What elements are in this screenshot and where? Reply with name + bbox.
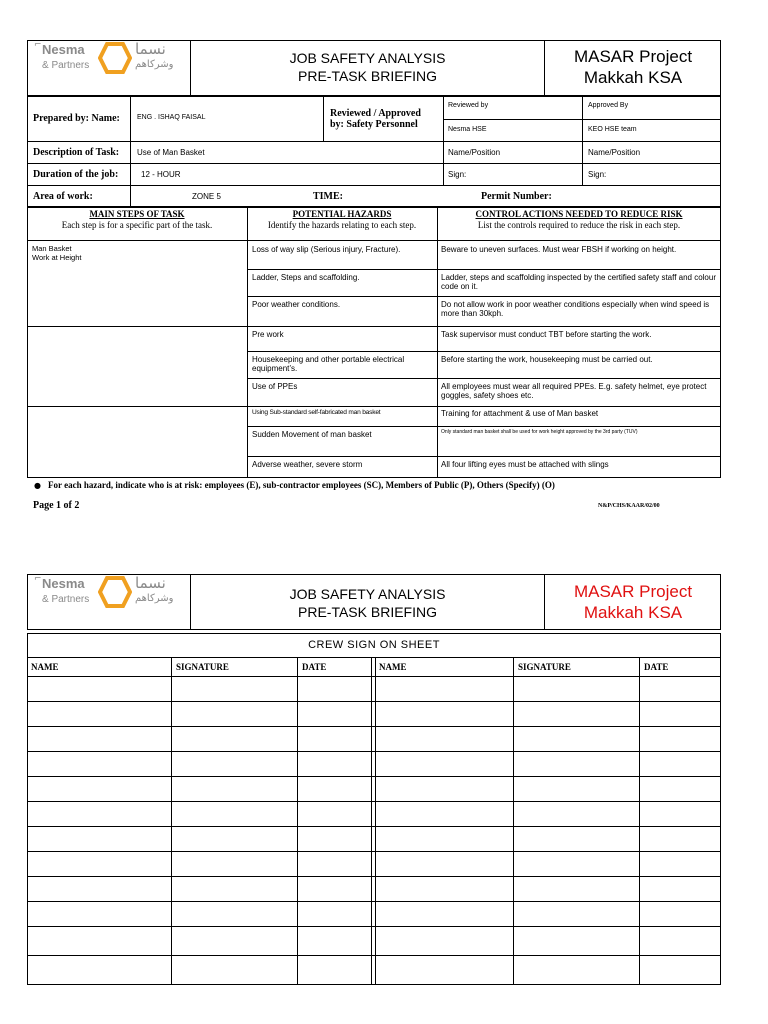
control-1: Beware to uneven surfaces. Must wear FBSH if working on height. [441,245,677,254]
risk-footnote: For each hazard, indicate who is at risk: employees (E), sub-contractor employees (SC), Members of Public (P), Others (Specify) (O) [48,480,555,490]
control-6: All employees must wear all required PPEs. E.g. safety helmet, eye protect goggles, safety shoes etc. [441,382,707,401]
hazards-header: POTENTIAL HAZARDS [292,209,392,219]
step-work-at-height: Work at Height [32,253,82,262]
hazard-8: Sudden Movement of man basket [252,430,372,439]
table-row [27,955,721,956]
hexagon-logo-icon [98,576,132,608]
approved-by-label: Approved By [588,102,629,109]
control-5: Before starting the work, housekeeping must be carried out. [441,355,653,364]
col-header-date-2: DATE [644,662,669,672]
reviewed-label-line2: by: Safety Personnel [330,119,418,130]
logo-partners: & Partners [42,60,90,71]
crew-sign-sheet [27,633,721,985]
hazard-9: Adverse weather, severe storm [252,460,363,469]
form-title-line1: JOB SAFETY ANALYSIS [289,50,446,66]
hazards-subheader: Identify the hazards relating to each step. [267,220,417,230]
controls-header: CONTROL ACTIONS NEEDED TO REDUCE RISK [475,209,683,219]
task-label: Description of Task: [33,147,120,158]
time-label: TIME: [313,191,343,202]
hazard-3: Poor weather conditions. [252,300,341,309]
control-8: Only standard man basket shall be used for work height approved by the 3rd party (TUV) [441,429,638,435]
form-title-line2: PRE-TASK BRIEFING [298,68,437,84]
reviewed-by-label: Reviewed by [448,102,489,109]
document-number: N&P/CHS/KAAR/02/00 [598,503,660,509]
prepared-by-label: Prepared by: Name: [33,113,120,124]
prepared-by-value: ENG . ISHAQ FAISAL [137,114,206,121]
controls-subheader: List the controls required to reduce the risk in each step. [477,220,681,230]
project-name: MASAR Project [573,47,693,66]
table-row [27,851,721,852]
logo-arabic-top: نسما [135,574,166,592]
company-logo [33,42,188,92]
name-position-2: Name/Position [588,148,641,157]
hazard-5: Housekeeping and other portable electrical equipment’s. [252,355,405,374]
table-row [27,701,721,702]
col-header-signature-1: SIGNATURE [176,662,229,672]
form-title-line1: JOB SAFETY ANALYSIS [289,586,446,602]
bullet-icon: ● [34,481,41,490]
duration-label: Duration of the job: [33,169,119,180]
control-3: Do not allow work in poor weather conditions especially when wind speed is more than 30kph. [441,300,710,319]
logo-arabic-bottom: وشركاهم [135,593,174,604]
control-7: Training for attachment & use of Man basket [441,409,599,418]
sign-1: Sign: [448,170,467,179]
logo-arabic-top: نسما [135,40,166,58]
project-location: Makkah KSA [583,68,683,87]
logo-corner-mark: ⌐ [34,574,42,584]
form-title-line2: PRE-TASK BRIEFING [298,604,437,620]
permit-label: Permit Number: [481,191,552,202]
table-row [27,926,721,927]
col-header-name-2: NAME [379,662,407,672]
area-value: ZONE 5 [192,192,221,201]
logo-partners: & Partners [42,594,90,605]
hazard-7: Using Sub-standard self-fabricated man basket [252,409,381,416]
area-label: Area of work: [33,191,93,202]
table-row [27,751,721,752]
company-logo-2 [33,576,188,626]
hazard-4: Pre work [252,330,284,339]
table-row [27,901,721,902]
logo-brand: Nesma [42,576,85,591]
logo-arabic-bottom: وشركاهم [135,59,174,70]
col-header-signature-2: SIGNATURE [518,662,571,672]
project-location: Makkah KSA [583,603,683,622]
control-2: Ladder, steps and scaffolding inspected by the certified safety staff and colour code on it. [441,273,716,292]
table-row [27,876,721,877]
control-9: All four lifting eyes must be attached with slings [441,460,609,469]
table-row [27,776,721,777]
duration-value: 12 - HOUR [141,170,181,179]
hazard-6: Use of PPEs [252,382,298,391]
col-header-name-1: NAME [31,662,59,672]
col-header-date-1: DATE [302,662,327,672]
sign-2: Sign: [588,170,607,179]
logo-corner-mark: ⌐ [34,40,42,50]
nesma-hse: Nesma HSE [448,126,487,133]
hazard-1: Loss of way slip (Serious injury, Fracture). [252,245,401,254]
steps-header: MAIN STEPS OF TASK [89,209,185,219]
table-row [27,826,721,827]
reviewed-label-line1: Reviewed / Approved [330,108,421,119]
hexagon-logo-icon [98,42,132,74]
page-number: Page 1 of 2 [33,500,80,511]
task-value: Use of Man Basket [137,148,205,157]
name-position-1: Name/Position [448,148,501,157]
table-row [27,726,721,727]
steps-subheader: Each step is for a specific part of the task. [61,220,213,230]
control-4: Task supervisor must conduct TBT before starting the work. [441,330,652,339]
table-row [27,801,721,802]
hazard-2: Ladder, Steps and scaffolding. [252,273,360,282]
logo-brand: Nesma [42,42,85,57]
crew-sheet-title: CREW SIGN ON SHEET [308,639,440,651]
step-man-basket: Man Basket [32,244,72,253]
project-name: MASAR Project [573,582,693,601]
keo-hse: KEO HSE team [588,126,637,133]
